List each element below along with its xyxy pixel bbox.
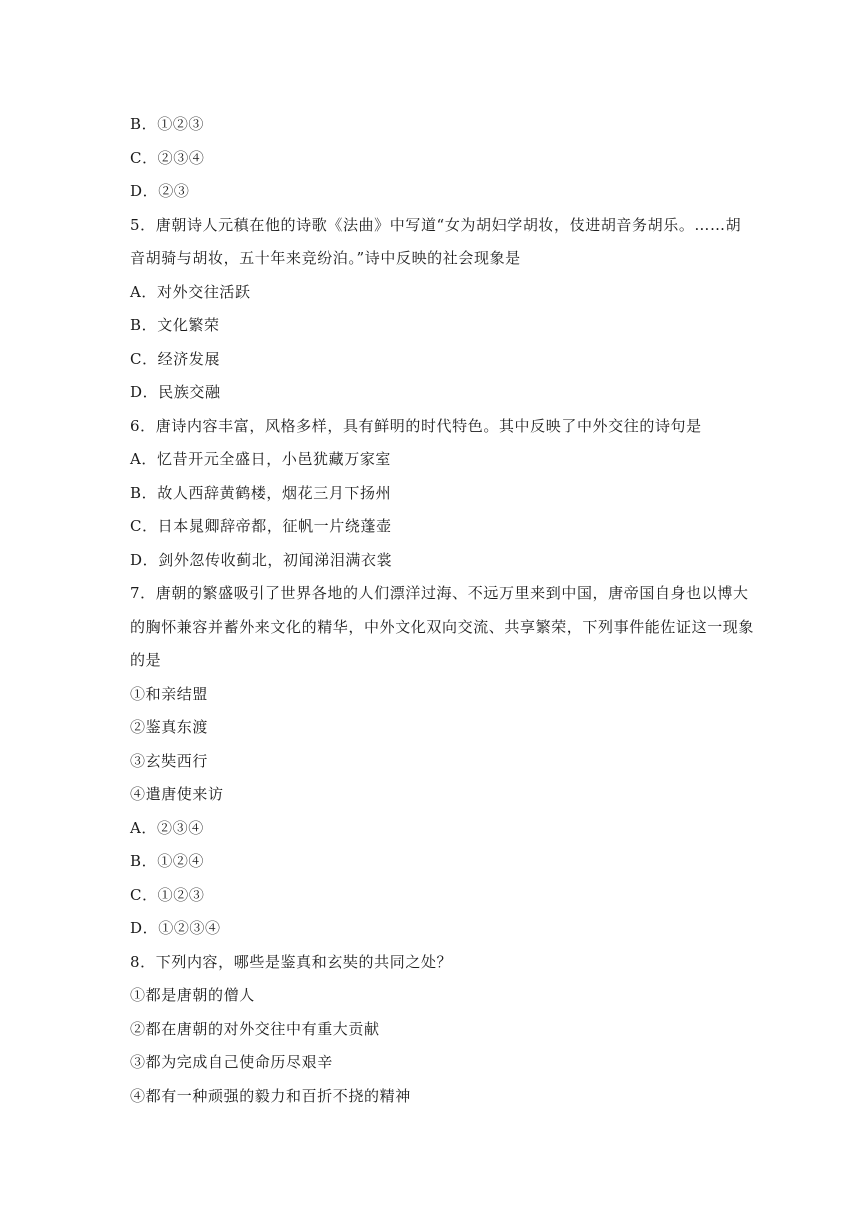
- q5-stem-line-2: 音胡骑与胡妆，五十年来竞纷泊。”诗中反映的社会现象是: [130, 249, 521, 267]
- q7-stem-line-2: 的胸怀兼容并蓄外来文化的精华，中外文化双向交流、共享繁荣，下列事件能佐证这一现象: [130, 617, 755, 636]
- q4-option-c: C．②③④: [130, 148, 205, 167]
- q8-item-3: ③都为完成自己使命历尽艰辛: [130, 1053, 333, 1071]
- q7-stem-line-1: 7．唐朝的繁盛吸引了世界各地的人们漂洋过海、不远万里来到中国，唐帝国自身也以博大: [130, 584, 749, 602]
- q8-item-2: ②都在唐朝的对外交往中有重大贡献: [130, 1019, 380, 1038]
- q6-option-d: D．剑外忽传收蓟北，初闻涕泪满衣裳: [130, 550, 393, 569]
- q8-stem: 8．下列内容，哪些是鉴真和玄奘的共同之处？: [130, 952, 453, 971]
- q7-item-2: ②鉴真东渡: [130, 718, 209, 736]
- q7-stem-line-3: 的是: [130, 651, 162, 669]
- q7-option-b: B．①②④: [130, 852, 205, 870]
- q7-option-d: D．①②③④: [130, 919, 221, 937]
- q8-item-4: ④都有一种顽强的毅力和百折不挠的精神: [130, 1086, 411, 1105]
- q5-option-a: A．对外交往活跃: [130, 282, 251, 301]
- q7-item-1: ①和亲结盟: [130, 684, 209, 703]
- q7-option-c: C．①②③: [130, 885, 205, 904]
- q6-option-c: C．日本晁卿辞帝都，征帆一片绕蓬壶: [130, 517, 392, 535]
- q8-item-1: ①都是唐朝的僧人: [130, 986, 255, 1004]
- q7-item-3: ③玄奘西行: [130, 751, 209, 770]
- q6-option-b: B．故人西辞黄鹤楼，烟花三月下扬州: [130, 483, 392, 502]
- q4-option-d: D．②③: [130, 182, 190, 200]
- q5-option-c: C．经济发展: [130, 349, 221, 368]
- q7-item-4: ④遣唐使来访: [130, 785, 224, 803]
- q5-option-b: B．文化繁荣: [130, 316, 220, 334]
- q6-stem: 6．唐诗内容丰富，风格多样，具有鲜明的时代特色。其中反映了中外交往的诗句是: [130, 416, 702, 435]
- document-body: [130, 108, 755, 1113]
- q6-option-a: A．忆昔开元全盛日，小邑犹藏万家室: [130, 450, 392, 468]
- q5-stem-line-1: 5．唐朝诗人元稹在他的诗歌《法曲》中写道“女为胡妇学胡妆，伎进胡音务胡乐。……胡: [130, 215, 742, 234]
- q4-option-b: B．①②③: [130, 115, 205, 133]
- q7-option-a: A．②③④: [130, 818, 204, 837]
- q5-option-d: D．民族交融: [130, 383, 221, 401]
